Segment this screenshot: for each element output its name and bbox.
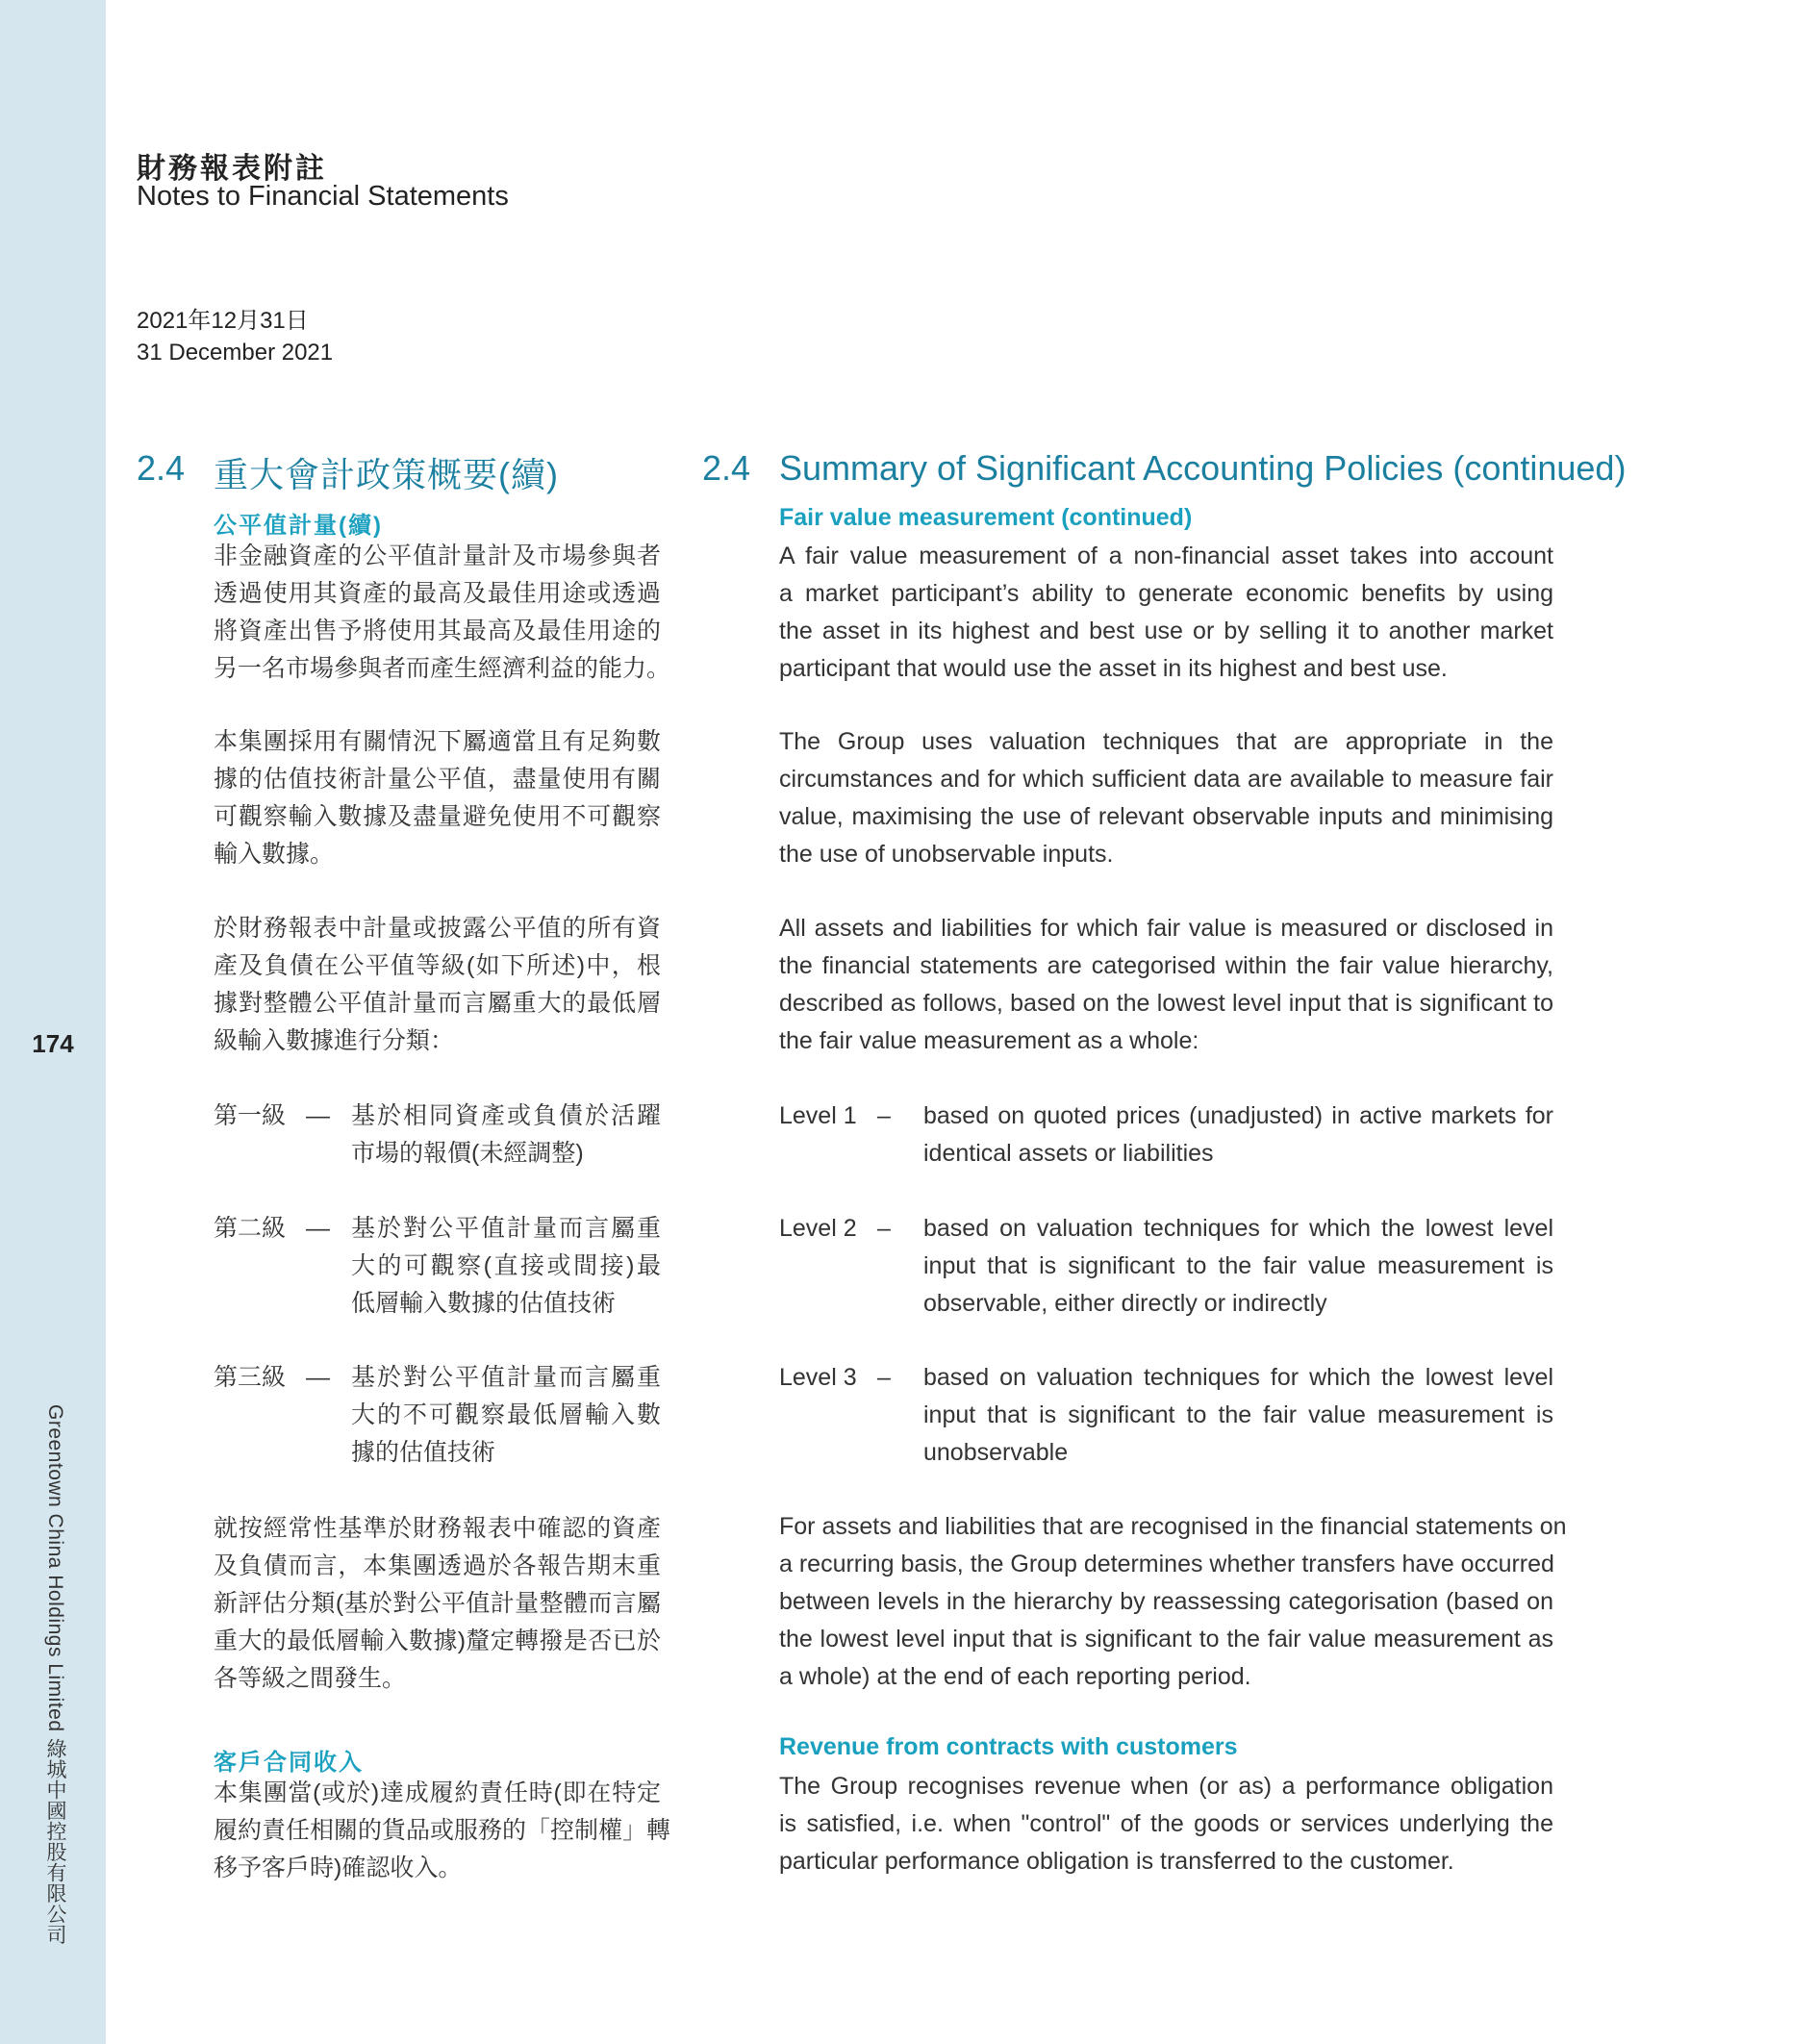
page-title-en: Notes to Financial Statements (137, 181, 509, 212)
section-title-zh: 重大會計政策概要(續) (214, 455, 559, 494)
zh-paragraph-5 (214, 1775, 671, 1887)
en-p4-line: the lowest level input that is significant to the fair value measurement as (779, 1626, 1553, 1653)
zh-level-line: 基於相同資產或負債於活躍 (351, 1102, 661, 1129)
zh-level-1-dash: — (306, 1102, 330, 1129)
en-level-2-body (923, 1210, 1553, 1323)
page-number: 174 (32, 1029, 74, 1058)
sidebar (0, 0, 106, 2044)
en-p1-line: participant that would use the asset in its highest and best use. (779, 655, 1448, 682)
subheading-fair-value-zh: 公平值計量(續) (214, 513, 383, 539)
zh-p3-line: 於財務報表中計量或披露公平值的所有資 (214, 915, 661, 942)
date-zh: 2021年12月31日 (137, 308, 309, 334)
en-level-line: based on valuation techniques for which the lowest level (923, 1364, 1553, 1391)
en-level-1-body (923, 1098, 1553, 1173)
section-number-zh: 2.4 (137, 448, 186, 488)
en-p2-line: The Group uses valuation techniques that are appropriate in the (779, 728, 1553, 755)
subheading-revenue-zh: 客戶合同收入 (214, 1750, 364, 1776)
zh-paragraph-3 (214, 910, 661, 1060)
zh-p3-line: 產及負債在公平值等級(如下所述)中，根 (214, 952, 661, 979)
en-level-line: observable, either directly or indirectly (923, 1290, 1327, 1317)
zh-p3-line: 級輸入數據進行分類： (214, 1027, 455, 1054)
zh-p5-line: 移予客戶時)確認收入。 (214, 1855, 463, 1881)
en-p2-line: circumstances and for which sufficient data are available to measure fair (779, 766, 1553, 793)
en-level-line: input that is significant to the fair value measurement is (923, 1252, 1553, 1279)
en-p2-line: the use of unobservable inputs. (779, 841, 1114, 868)
zh-level-line: 低層輸入數據的估值技術 (351, 1290, 617, 1317)
en-p4-line: a recurring basis, the Group determines whether transfers have occurred (779, 1551, 1554, 1577)
en-level-3-body (923, 1359, 1553, 1472)
en-level-line: unobservable (923, 1439, 1069, 1466)
date-en: 31 December 2021 (137, 340, 334, 366)
en-p3-line: the fair value measurement as a whole: (779, 1027, 1199, 1054)
zh-paragraph-2 (214, 723, 661, 873)
zh-p3-line: 據對整體公平值計量而言屬重大的最低層 (214, 990, 661, 1017)
en-p5-line: is satisfied, i.e. when "control" of the goods or services underlying the (779, 1810, 1553, 1837)
company-name-vertical: Greentown China Holdings Limited 綠城中國控股有限公司 (44, 1404, 66, 1945)
zh-p1-line: 非金融資產的公平值計量計及市場參與者 (214, 543, 661, 569)
zh-paragraph-1 (214, 538, 671, 688)
en-level-line: input that is significant to the fair value measurement is (923, 1401, 1553, 1428)
en-p4-line: For assets and liabilities that are recognised in the financial statements on (779, 1513, 1567, 1540)
zh-p4-line: 各等級之間發生。 (214, 1665, 407, 1692)
en-level-2-dash: – (877, 1215, 891, 1242)
en-paragraph-1 (779, 538, 1553, 688)
en-level-1-label: Level 1 (779, 1102, 857, 1129)
zh-p4-line: 及負債而言，本集團透過於各報告期末重 (214, 1552, 661, 1579)
zh-level-3-dash: — (306, 1364, 330, 1391)
zh-level-line: 基於對公平值計量而言屬重 (351, 1215, 661, 1242)
zh-level-2-body (351, 1210, 661, 1323)
zh-level-line: 基於對公平值計量而言屬重 (351, 1364, 661, 1391)
en-p1-line: a market participant’s ability to generate economic benefits by using (779, 580, 1553, 607)
zh-level-2-dash: — (306, 1215, 330, 1242)
en-p5-line: The Group recognises revenue when (or as) a performance obligation (779, 1773, 1553, 1800)
zh-p4-line: 新評估分類(基於對公平值計量整體而言屬 (214, 1590, 661, 1617)
zh-p2-line: 可觀察輸入數據及盡量避免使用不可觀察 (214, 803, 661, 830)
en-p1-line: the asset in its highest and best use or by selling it to another market (779, 618, 1553, 644)
zh-level-line: 市場的報價(未經調整) (351, 1140, 584, 1167)
zh-level-3-label: 第三級 (214, 1364, 287, 1391)
zh-p2-line: 輸入數據。 (214, 841, 335, 868)
zh-level-line: 大的不可觀察最低層輸入數 (351, 1401, 661, 1428)
en-paragraph-5 (779, 1768, 1553, 1880)
zh-level-3-body (351, 1359, 661, 1472)
en-level-2-label: Level 2 (779, 1215, 857, 1242)
zh-p4-line: 就按經常性基準於財務報表中確認的資產 (214, 1515, 661, 1542)
zh-level-line: 據的估值技術 (351, 1439, 496, 1466)
zh-p1-line: 透過使用其資產的最高及最佳用途或透過 (214, 580, 661, 607)
en-p1-line: A fair value measurement of a non-financial asset takes into account (779, 543, 1553, 569)
zh-p5-line: 履約責任相關的貨品或服務的「控制權」轉 (214, 1817, 671, 1844)
zh-level-1-body (351, 1098, 661, 1173)
page-title-zh: 財務報表附註 (137, 152, 327, 186)
zh-level-1-label: 第一級 (214, 1102, 287, 1129)
zh-p2-line: 本集團採用有關情況下屬適當且有足夠數 (214, 728, 661, 755)
section-number-en: 2.4 (702, 448, 751, 488)
zh-p2-line: 據的估值技術計量公平值，盡量使用有關 (214, 766, 661, 793)
subheading-fair-value-en: Fair value measurement (continued) (779, 504, 1193, 531)
en-p5-line: particular performance obligation is transferred to the customer. (779, 1848, 1454, 1875)
en-level-line: based on valuation techniques for which the lowest level (923, 1215, 1553, 1242)
en-p3-line: All assets and liabilities for which fair value is measured or disclosed in (779, 915, 1553, 942)
zh-level-line: 大的可觀察(直接或間接)最 (351, 1252, 661, 1279)
en-level-line: identical assets or liabilities (923, 1140, 1214, 1167)
en-level-line: based on quoted prices (unadjusted) in active markets for (923, 1102, 1553, 1129)
en-level-1-dash: – (877, 1102, 891, 1129)
en-p3-line: the financial statements are categorised within the fair value hierarchy, (779, 952, 1553, 979)
en-paragraph-2 (779, 723, 1553, 873)
en-p3-line: described as follows, based on the lowest level input that is significant to (779, 990, 1553, 1017)
zh-level-2-label: 第二級 (214, 1215, 287, 1242)
en-level-3-dash: – (877, 1364, 891, 1391)
en-p2-line: value, maximising the use of relevant observable inputs and minimising (779, 803, 1553, 830)
subheading-revenue-en: Revenue from contracts with customers (779, 1733, 1238, 1760)
en-p4-line: between levels in the hierarchy by reassessing categorisation (based on (779, 1588, 1553, 1615)
en-level-3-label: Level 3 (779, 1364, 857, 1391)
en-paragraph-3 (779, 910, 1553, 1060)
zh-paragraph-4 (214, 1510, 661, 1698)
zh-p1-line: 另一名市場參與者而產生經濟利益的能力。 (214, 655, 671, 682)
zh-p5-line: 本集團當(或於)達成履約責任時(即在特定 (214, 1779, 661, 1806)
en-paragraph-4 (779, 1508, 1567, 1696)
zh-p4-line: 重大的最低層輸入數據)釐定轉撥是否已於 (214, 1628, 661, 1654)
en-p4-line: a whole) at the end of each reporting period. (779, 1663, 1251, 1690)
zh-p1-line: 將資產出售予將使用其最高及最佳用途的 (214, 618, 661, 644)
section-title-en: Summary of Significant Accounting Policies (continued) (779, 448, 1627, 488)
